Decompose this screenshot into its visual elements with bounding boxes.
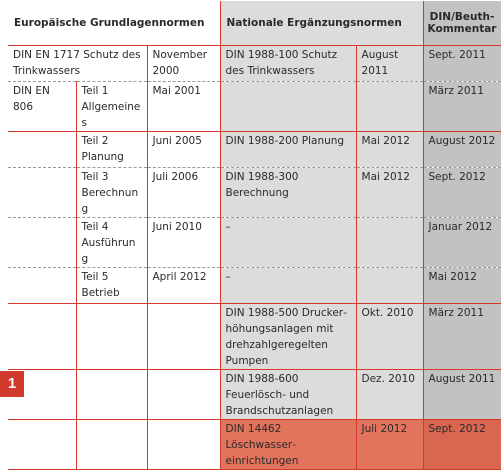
table-cell-c3: Juli 2006 xyxy=(147,168,220,218)
table-cell-c4: – xyxy=(220,268,356,304)
table-row xyxy=(8,82,501,132)
table-cell-c2: Teil 5 Betrieb xyxy=(76,268,147,304)
header-din-beuth-commentary: DIN/Beuth-Kommentar xyxy=(423,1,501,46)
table-cell-c4: DIN 1988-500 Druckerhöhungsanlagen mit drehzahlgeregelten Pumpen xyxy=(220,304,356,370)
table-cell-c1 xyxy=(8,268,76,304)
table-row xyxy=(8,304,501,370)
table-cell-c3: April 2012 xyxy=(147,268,220,304)
table-cell-c2: Teil 1 Allgemeines xyxy=(76,82,147,132)
table-cell-c2: Teil 3 Berechnung xyxy=(76,168,147,218)
table-cell-c4: DIN 1988-600 Feuerlösch- und Brandschutzanlagen xyxy=(220,370,356,420)
table-cell-c6: März 2011 xyxy=(423,304,501,370)
table-cell-c4: – xyxy=(220,218,356,268)
table-cell-c4 xyxy=(220,82,356,132)
table-cell-c5: Mai 2012 xyxy=(356,168,423,218)
header-national-norms: Nationale Ergänzungsnormen xyxy=(220,1,423,46)
table-cell-c1 xyxy=(8,304,76,370)
table-cell-c1 xyxy=(8,132,76,168)
table-cell-c2: Teil 4 Ausführung xyxy=(76,218,147,268)
table-cell-c5 xyxy=(356,268,423,304)
table-cell-c1 xyxy=(8,420,76,470)
table-cell-c6: Sept. 2012 xyxy=(423,168,501,218)
table-cell-c3: Juni 2005 xyxy=(147,132,220,168)
table-cell-c3: Juni 2010 xyxy=(147,218,220,268)
table-cell-c1 xyxy=(8,218,76,268)
table-cell-c5 xyxy=(356,218,423,268)
table-cell-c6: Mai 2012 xyxy=(423,268,501,304)
table-cell-c3: November 2000 xyxy=(147,46,220,82)
table-cell-c3 xyxy=(147,304,220,370)
table-row xyxy=(8,132,501,168)
table-cell-c3: Mai 2001 xyxy=(147,82,220,132)
figure-number-badge: 1 xyxy=(0,371,24,397)
table-row xyxy=(8,46,501,82)
table-cell-c5: August 2011 xyxy=(356,46,423,82)
table-row xyxy=(8,268,501,304)
header-european-norms: Europäische Grundlagennormen xyxy=(8,1,220,46)
table-cell-c2 xyxy=(76,420,147,470)
table-row xyxy=(8,218,501,268)
table-cell-c5: Okt. 2010 xyxy=(356,304,423,370)
table-cell-c5: Dez. 2010 xyxy=(356,370,423,420)
table-cell-c3 xyxy=(147,420,220,470)
table-cell-c3 xyxy=(147,370,220,420)
table-cell-c5: Juli 2012 xyxy=(356,420,423,470)
table-cell-c2 xyxy=(76,304,147,370)
table-cell-c4: DIN 1988-100 Schutz des Trinkwassers xyxy=(220,46,356,82)
table-cell-c6: Sept. 2012 xyxy=(423,420,501,470)
table-row xyxy=(8,168,501,218)
table-cell-c2: Teil 2 Planung xyxy=(76,132,147,168)
table-cell-c6: Januar 2012 xyxy=(423,218,501,268)
table-cell-c4: DIN 1988-200 Planung xyxy=(220,132,356,168)
table-cell-c4: DIN 1988-300 Berechnung xyxy=(220,168,356,218)
table-cell-c1: DIN EN 1717 Schutz des Trinkwassers xyxy=(8,46,147,82)
header-row xyxy=(8,1,501,46)
table-row xyxy=(8,420,501,470)
table-cell-c5 xyxy=(356,82,423,132)
table-cell-c1 xyxy=(8,168,76,218)
table-cell-c2 xyxy=(76,370,147,420)
table-cell-c4: DIN 14462 Löschwassereinrichtungen xyxy=(220,420,356,470)
table-row xyxy=(8,370,501,420)
table-cell-c1: DIN EN 806 xyxy=(8,82,76,132)
table-cell-c6: März 2011 xyxy=(423,82,501,132)
table-cell-c6: August 2012 xyxy=(423,132,501,168)
table-cell-c6: August 2011 xyxy=(423,370,501,420)
table-cell-c6: Sept. 2011 xyxy=(423,46,501,82)
table-cell-c5: Mai 2012 xyxy=(356,132,423,168)
